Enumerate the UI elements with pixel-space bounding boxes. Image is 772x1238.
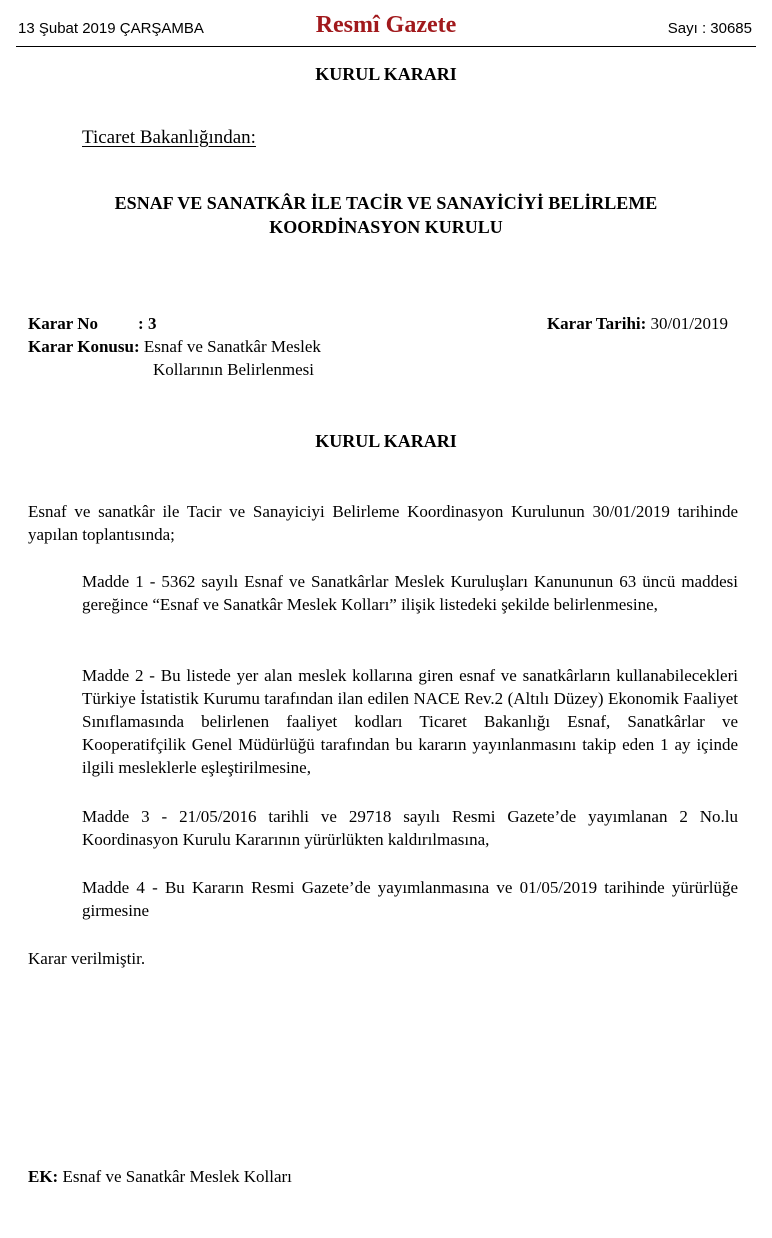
decision-date — [547, 312, 728, 335]
decision-date-label: Karar Tarihi: — [546, 314, 647, 333]
attachment-text: Esnaf ve Sanatkâr Meslek Kolları — [62, 1167, 292, 1186]
decision-subject — [28, 335, 321, 358]
intro-paragraph: Esnaf ve sanatkâr ile Tacir ve Sanayiciyi Belirleme Koordinasyon Kurulunun 30/01/2019 tarihinde yapılan toplantısında; — [28, 502, 738, 544]
decision-number-label: Karar No — [28, 314, 99, 333]
board-name-line-1: ESNAF VE SANATKÂR İLE TACİR VE SANAYİCİYİ BELİRLEME — [114, 193, 658, 213]
board-name — [0, 191, 772, 239]
article-3: Madde 3 - 21/05/2016 tarihli ve 29718 sayılı Resmi Gazete’de yayımlanan 2 No.lu Koordinasyon Kurulu Kararının yürürlükten kaldırılmasına, — [82, 807, 738, 849]
decision-number — [28, 312, 156, 335]
attachment-note — [28, 1165, 292, 1188]
attachment-label: EK: — [28, 1167, 59, 1186]
decision-number-value: : 3 — [138, 314, 157, 333]
decision-subject-line-2: Kollarının Belirlenmesi — [153, 360, 314, 379]
issue-number: Sayı : 30685 — [667, 20, 752, 37]
article-4: Madde 4 - Bu Kararın Resmi Gazete’de yayımlanmasına ve 01/05/2019 tarihinde yürürlüğe girmesine — [82, 878, 738, 920]
issue-date: 13 Şubat 2019 ÇARŞAMBA — [18, 20, 204, 37]
decision-date-value: 30/01/2019 — [650, 314, 728, 333]
article-2: Madde 2 - Bu listede yer alan meslek kollarına giren esnaf ve sanatkârların kullanabilecekleri Türkiye İstatistik Kurumu tarafından ilan edilen NACE Rev.2 (Altılı Düzey) Ekonomik Faaliyet Sınıflamasında belirlenen faaliyet kodları Ticaret Bakanlığı Esnaf, Sanatkârlar ve Kooperatifçilik Genel Müdürlüğü tarafından bu kararın yayınlanmasını takip eden 1 ay içinde ilgili mesleklerle eşleştirilmesine, — [82, 666, 738, 777]
section-title: KURUL KARARI — [315, 64, 457, 84]
gazette-header — [16, 8, 756, 47]
decision-subject-label: Karar Konusu: — [28, 337, 140, 356]
article-1: Madde 1 - 5362 sayılı Esnaf ve Sanatkârlar Meslek Kuruluşları Kanununun 63 üncü maddesi gereğince “Esnaf ve Sanatkâr Meslek Kolları” ilişik listedeki şekilde belirlenmesine, — [82, 572, 738, 614]
ministry-name: Ticaret Bakanlığından: — [82, 127, 256, 148]
decision-title: KURUL KARARI — [315, 431, 457, 451]
gazette-title: Resmî Gazete — [315, 12, 457, 38]
board-name-line-2: KOORDİNASYON KURULU — [269, 217, 503, 237]
decision-subject-line-1: Esnaf ve Sanatkâr Meslek — [143, 337, 321, 356]
closing-statement: Karar verilmiştir. — [28, 949, 146, 968]
